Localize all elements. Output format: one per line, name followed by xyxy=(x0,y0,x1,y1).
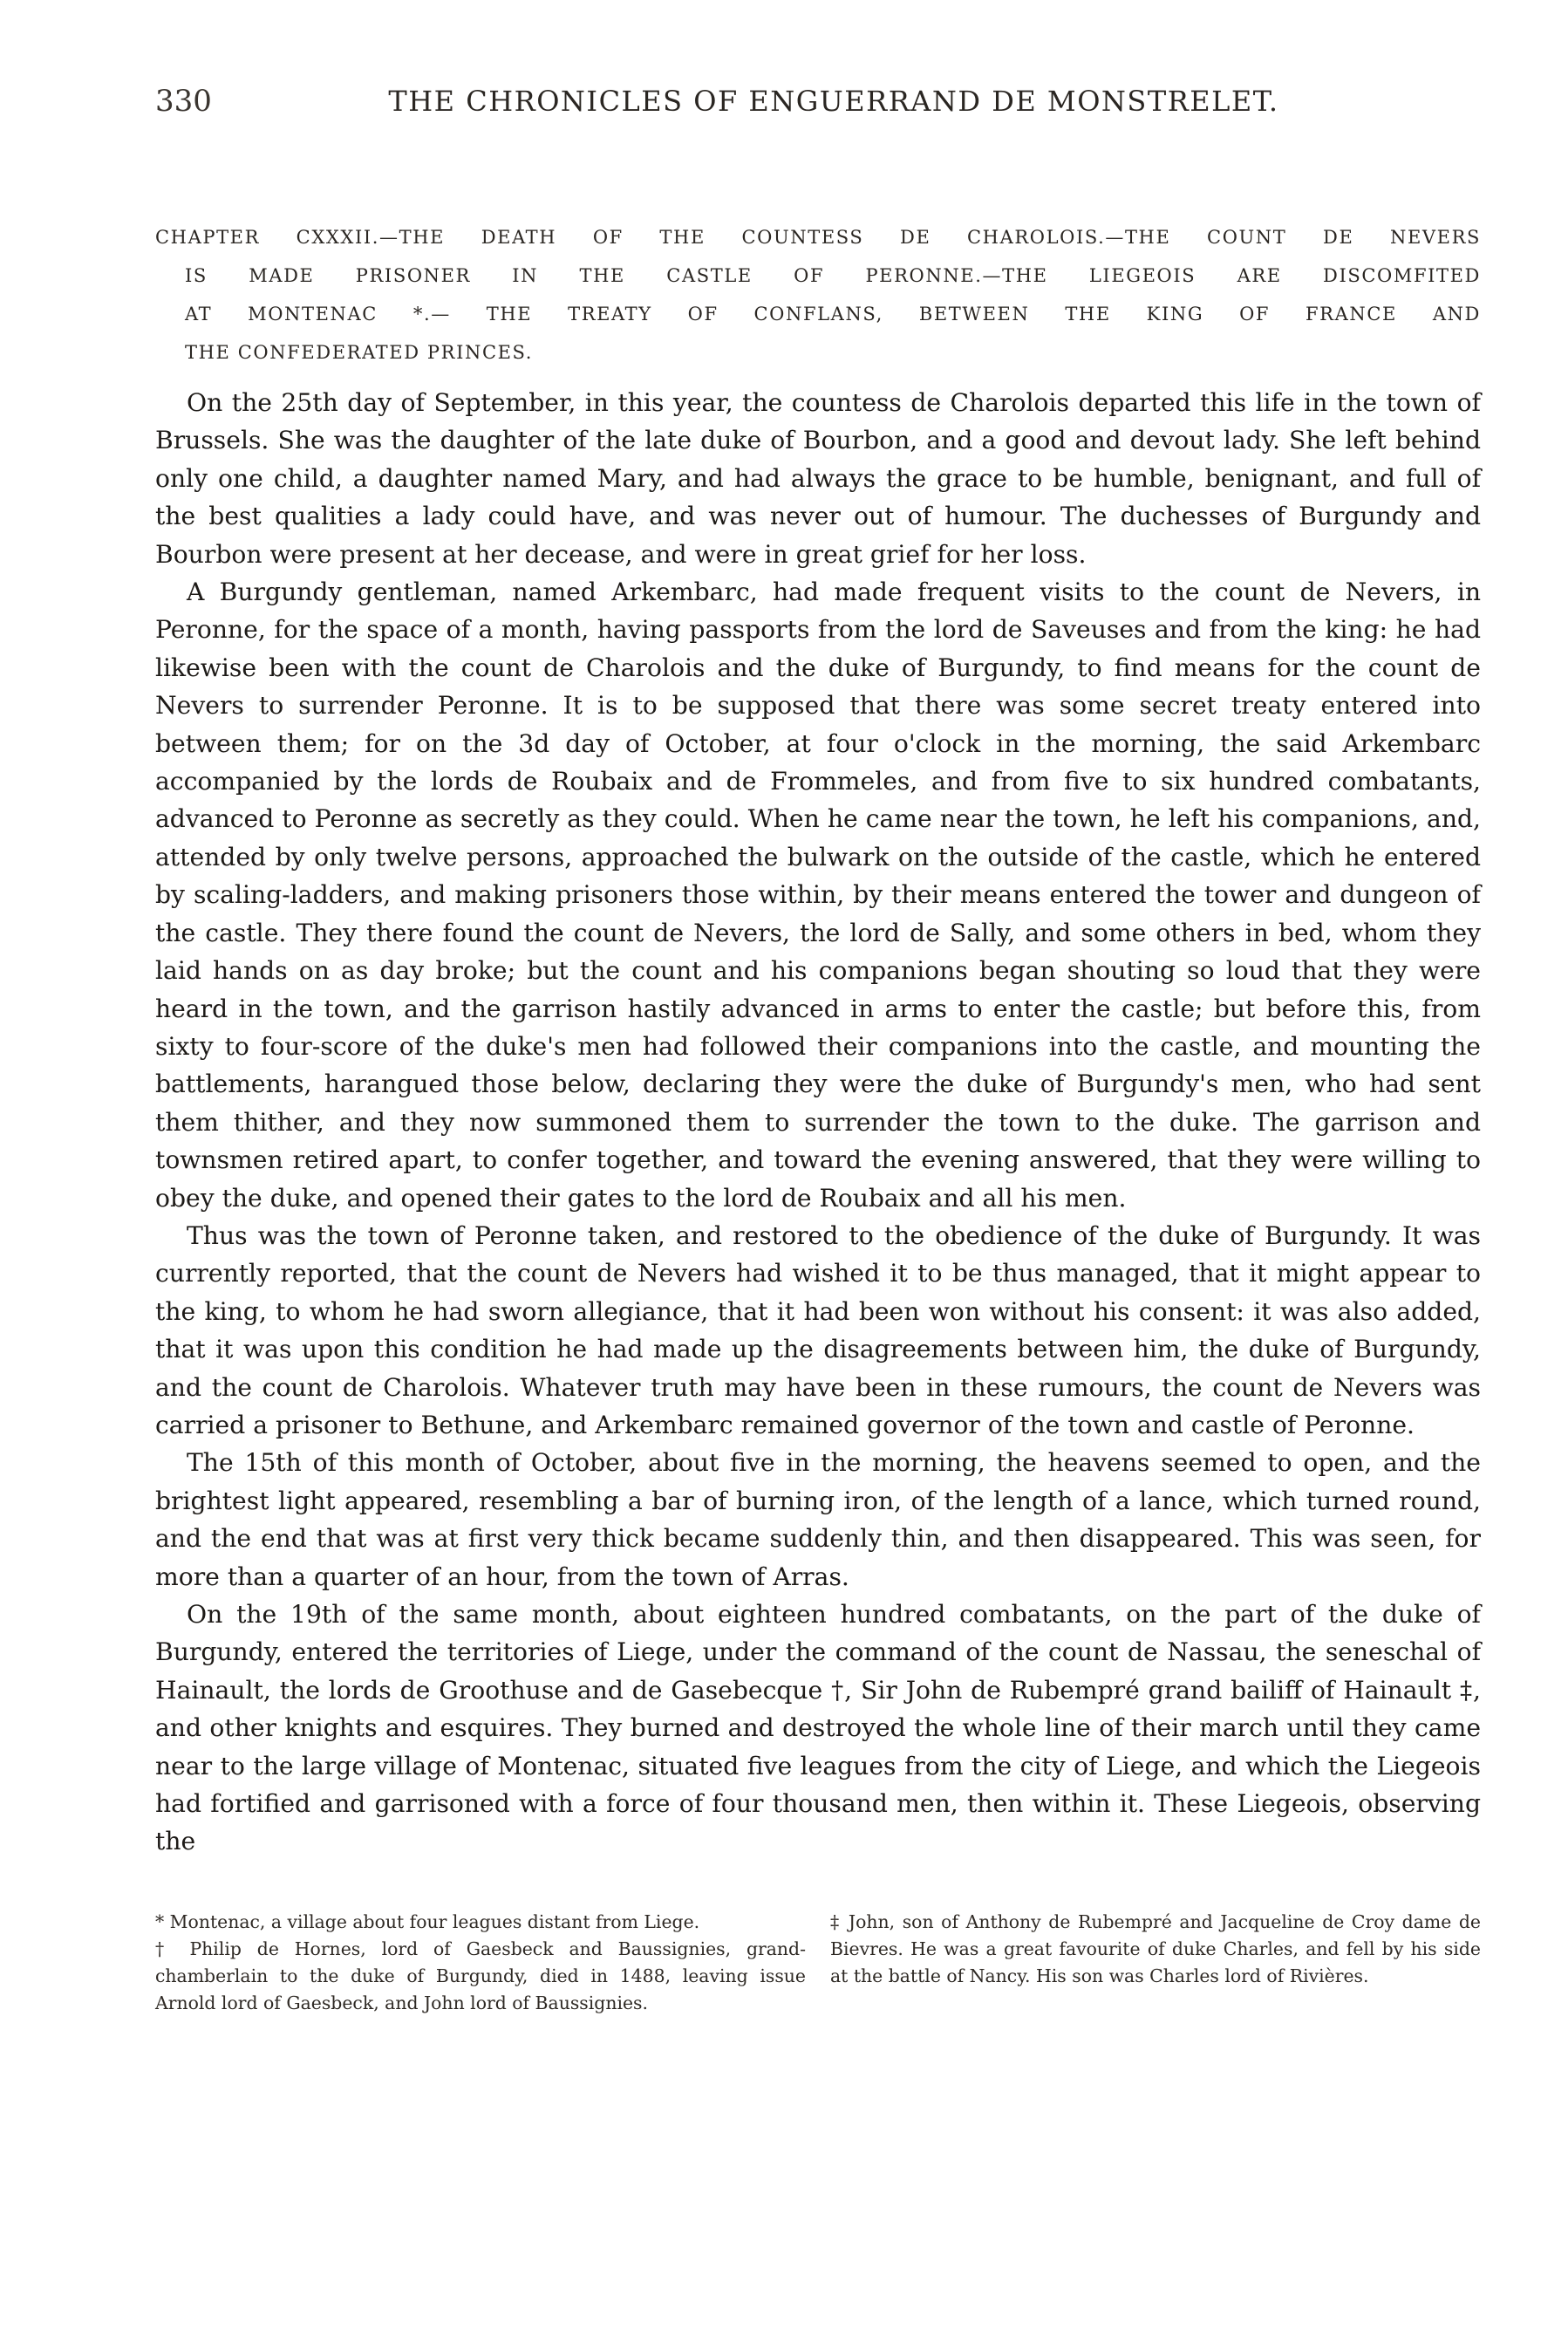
chapter-heading-line: THE CONFEDERATED PRINCES. xyxy=(185,342,534,363)
footnotes xyxy=(155,1909,1481,2017)
chapter-heading xyxy=(155,218,1481,372)
running-title: THE CHRONICLES OF ENGUERRAND DE MONSTRELET. xyxy=(388,85,1279,118)
page xyxy=(155,84,1481,1861)
paragraph: Thus was the town of Peronne taken, and restored to the obedience of the duke of Burgundy. It was currently reported, that the count de Nevers had wished it to be thus managed, that it might appear to the king, to whom he had sworn allegiance, that it had been won without his consent: it was also added, that it was upon this condition he had made up the disagreements between him, the duke of Burgundy, and the count de Charolois. Whatever truth may have been in these rumours, the count de Nevers was carried a prisoner to Bethune, and Arkembarc remained governor of the town and castle of Peronne. xyxy=(155,1220,1481,1439)
page-number: 330 xyxy=(155,84,212,119)
footnote: † Philip de Hornes, lord of Gaesbeck and Baussignies, grand-chamberlain to the duke of Burgundy, died in 1488, leaving issue Arnold lord of Gaesbeck, and John lord of Baussignies. xyxy=(155,1938,806,2013)
running-head xyxy=(155,84,1481,127)
chapter-heading-line: IS MADE PRISONER IN THE CASTLE OF PERONNE.—THE LIEGEOIS ARE DISCOMFITED xyxy=(185,265,1481,286)
footnote: ‡ John, son of Anthony de Rubempré and Jacqueline de Croy dame de Bievres. He was a great favourite of duke Charles, and fell by his side at the battle of Nancy. His son was Charles lord of Rivières. xyxy=(830,1911,1481,1986)
paragraph: On the 19th of the same month, about eighteen hundred combatants, on the part of the duke of Burgundy, entered the territories of Liege, under the command of the count de Nassau, the seneschal of Hainault, the lords de Groothuse and de Gasebecque †, Sir John de Rubempré grand bailiff of Hainault ‡, and other knights and esquires. They burned and destroyed the whole line of their march until they came near to the large village of Montenac, situated five leagues from the city of Liege, and which the Liegeois had fortified and garrisoned with a force of four thousand men, then within it. These Liegeois, observing the xyxy=(155,1600,1481,1856)
paragraph: The 15th of this month of October, about five in the morning, the heavens seemed to open, and the brightest light appeared, resembling a bar of burning iron, of the length of a lance, which turned round, and the end that was at first very thick became suddenly thin, and then disappeared. This was seen, for more than a quarter of an hour, from the town of Arras. xyxy=(155,1448,1481,1591)
footnotes-left-column xyxy=(155,1909,806,2017)
footnote: * Montenac, a village about four leagues distant from Liege. xyxy=(155,1911,700,1932)
chapter-heading-line: AT MONTENAC *.— THE TREATY OF CONFLANS, BETWEEN THE KING OF FRANCE AND xyxy=(185,304,1481,325)
chapter-heading-line: CHAPTER CXXXII.—THE DEATH OF THE COUNTESS DE CHAROLOIS.—THE COUNT DE NEVERS xyxy=(155,227,1481,248)
paragraph: On the 25th day of September, in this year, the countess de Charolois departed this life in the town of Brussels. She was the daughter of the late duke of Bourbon, and a good and devout lady. She left behind only one child, a daughter named Mary, and had always the grace to be humble, benignant, and full of the best qualities a lady could have, and was never out of humour. The duchesses of Burgundy and Bourbon were present at her decease, and were in great grief for her loss. xyxy=(155,388,1481,569)
paragraph: A Burgundy gentleman, named Arkembarc, had made frequent visits to the count de Nevers, in Peronne, for the space of a month, having passports from the lord de Saveuses and from the king: he had likewise been with the count de Charolois and the duke of Burgundy, to find means for the count de Nevers to surrender Peronne. It is to be supposed that there was some secret treaty entered into between them; for on the 3d day of October, at four o'clock in the morning, the said Arkembarc accompanied by the lords de Roubaix and de Frommeles, and from five to six hundred combatants, advanced to Peronne as secretly as they could. When he came near the town, he left his companions, and, attended by only twelve persons, approached the bulwark on the outside of the castle, which he entered by scaling-ladders, and making prisoners those within, by their means entered the tower and dungeon of the castle. They there found the count de Nevers, the lord de Sally, and some others in bed, whom they laid hands on as day broke; but the count and his companions began shouting so loud that they were heard in the town, and the garrison hastily advanced in arms to enter the castle; but before this, from sixty to four-score of the duke's men had followed their companions into the castle, and mounting the battlements, harangued those below, declaring they were the duke of Burgundy's men, who had sent them thither, and they now summoned them to surrender the town to the duke. The garrison and townsmen retired apart, to confer together, and toward the evening answered, that they were willing to obey the duke, and opened their gates to the lord de Roubaix and all his men. xyxy=(155,577,1481,1213)
body-text xyxy=(155,384,1481,1861)
footnotes-right-column xyxy=(830,1909,1481,2017)
